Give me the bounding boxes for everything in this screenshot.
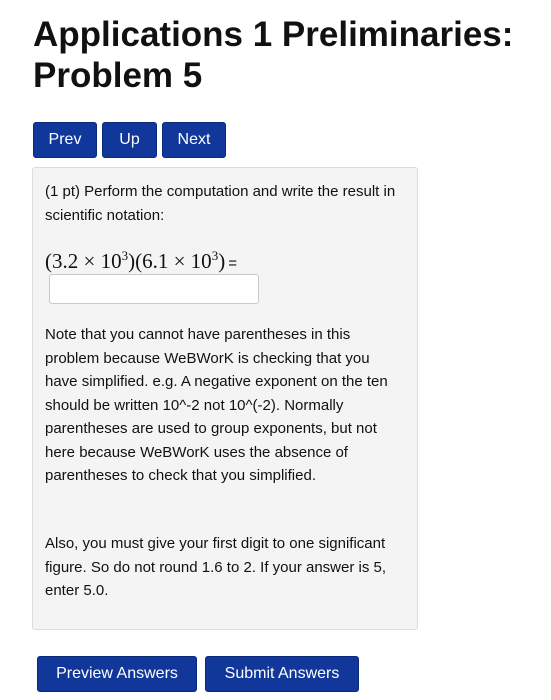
math-expression [45,246,237,276]
preview-answers-button[interactable]: Preview Answers [37,656,197,692]
page-title [33,14,548,96]
problem-panel [32,167,418,630]
up-button[interactable]: Up [102,122,157,158]
equals-sign: = [228,255,237,272]
problem-statement: (1 pt) Perform the computation and write the result in scientific notation: [45,183,396,224]
math-exponent-2: 3 [211,248,219,263]
submit-answers-button[interactable]: Submit Answers [205,656,359,692]
significant-figure-note: Also, you must give your first digit to one significant figure. So do not round 1.6 to 2. If your answer is 5, enter 5.0. [45,535,387,599]
math-term-2: )(6.1 × 10 [128,249,212,273]
math-exponent-1: 3 [121,248,129,263]
page-title-line-2: Problem 5 [33,56,203,95]
math-close-paren: ) [218,249,226,273]
prev-button[interactable]: Prev [33,122,97,158]
next-button[interactable]: Next [162,122,226,158]
answer-input[interactable] [49,274,259,304]
page-title-line-1: Applications 1 Preliminaries: [33,15,514,54]
parentheses-note: Note that you cannot have parentheses in this problem because WeBWorK is checking that you have simplified. e.g. A negative exponent on the ten should be written 10^-2 not 10^(-2). Normally parentheses are used to group exponents, but not here because WeBWorK uses the absence of parentheses to check that you simplified. [45,326,388,484]
math-term-1: (3.2 × 10 [45,249,122,273]
